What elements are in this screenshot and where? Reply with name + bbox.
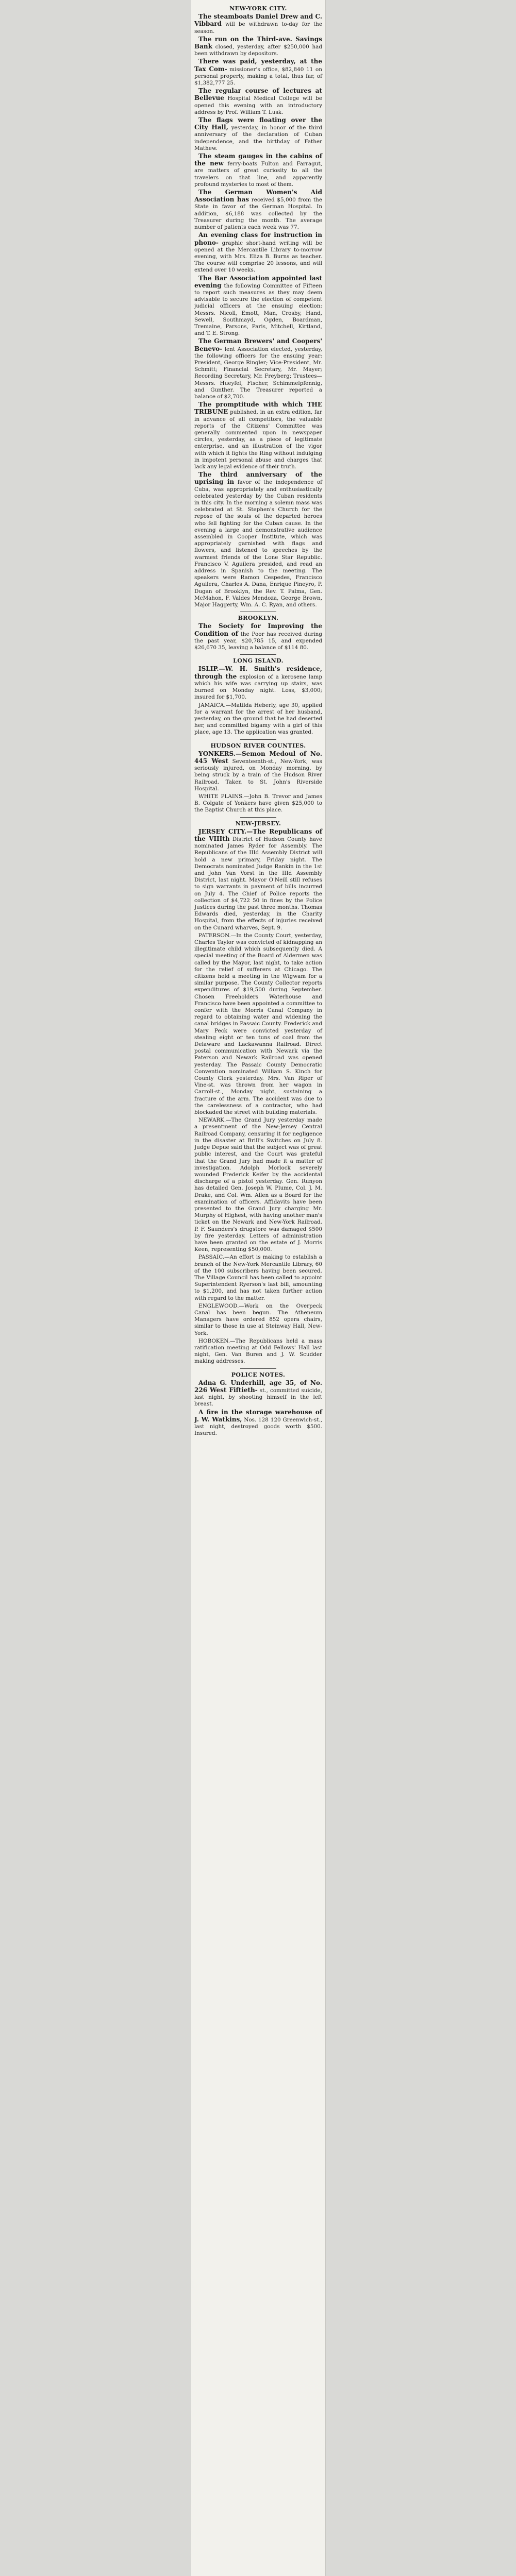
newspaper-page: [191, 0, 325, 2576]
news-item-lead: The German Women's Aid Association has: [194, 189, 322, 204]
news-item: [194, 471, 322, 608]
news-item-body: NEWARK.—The Grand Jury yesterday made a presentment of the New-Jersey Central Railroad Company, censuring it for negligence in the disaster at Brill's Switches on July 8. Judge Depue said that the subject was of great public interest, and the Court was grateful that the Grand Jury had made it a matter of investigation. Adolph Morlock severely wounded Frederick Keifer by the accidental discharge of a pistol yesterday. Gen. Runyon has detailed Gen. Joseph W. Plume, Col. J. M. Drake, and Col. Wm. Allen as a Board for the examination of officers. Affidavits have been presented to the Grand Jury charging Mr. Murphy of Highest, with having another man's ticket on the Newark and New-York Railroad. P. F. Saunders's drugstore was damaged $500 by fire yesterday. Letters of administration have been granted on the estate of J. Morris Keen, representing $50,000.: [194, 1117, 322, 1253]
section-heading: POLICE NOTES.: [231, 1371, 286, 1378]
news-item-body: PASSAIC.—An effort is making to establish a branch of the New-York Mercantile Library, 60 of the 100 subscribers having been secured. The Village Council has been called to appoint Superintendent Ryerson's last bill, amounting to $1,200, and has not taken further action with regard to the matter.: [194, 1254, 322, 1301]
news-item-body: published, in an extra edition, far in advance of all competitors, the valuable reports of the Citizens' Committee was generally commented upon in newspaper circles, yesterday, as a piece of legitimate enterprise, and an illustration of the vigor with which it fights the Ring without indulging in impotent personal abuse and charges that lack any legal evidence of their truth.: [194, 409, 322, 470]
news-item-body: Seventeenth-st., New-York, was seriously injured, on Monday morning, by being struck by a train of the Hudson River Railroad. Taken to St. John's Riverside Hospital.: [194, 758, 322, 792]
news-item-body: yesterday, in honor of the third anniversary of the declaration of Cuban independence, and the birthday of Father Mathew.: [194, 125, 322, 151]
news-item: [194, 189, 322, 231]
news-item: [194, 88, 322, 116]
news-item-body: the Poor has received during the past year, $20,785 15, and expended $26,670 35, leaving a balance of $114 80.: [194, 631, 322, 651]
section-heading: BROOKLYN.: [238, 615, 279, 622]
news-item: [194, 338, 322, 400]
news-item: [194, 13, 322, 35]
news-item-body: District of Hudson County have nominated James Ryder for Assembly. The Republicans of the IIId Assembly District will hold a new primary, Friday night. The Democrats nominated Judge Rankin in the 1st and John Van Vorst in the IIId Assembly District, last night. Mayor O'Neill still refuses to sign warrants in payment of bills incurred on July 4. The Chief of Police reports the collection of $4,722 50 in fines by the Police Justices during the past three months. Thomas Edwards died, yesterday, in the Charity Hospital, from the effects of injuries received on the Cunard wharves, Sept. 9.: [194, 836, 322, 931]
news-item-lead: Adna G. Underhill, age 35, of No. 226 West Fiftieth-: [194, 1379, 322, 1394]
news-item-lead: An evening class for instruction in phono-: [194, 231, 322, 246]
news-column: [194, 3, 322, 1438]
news-item-lead: The flags were floating over the City Hall,: [194, 116, 322, 131]
news-item-lead: The run on the Third-ave. Savings Bank: [194, 35, 322, 50]
news-item-body: the following Committee of Fifteen to report such measures as they may deem advisable to secure the election of competent judicial officers at the ensuing election: Messrs. Nicoll, Emott, Man, Crosby, Hand, Sewell, Southmayd, Ogden, Boardman, Tremaine, Parsons, Paris, Mitchell, Kirtland, and T. E. Strong.: [194, 282, 322, 337]
section-heading: NEW-YORK CITY.: [229, 5, 287, 12]
section-heading: NEW-JERSEY.: [235, 820, 281, 827]
news-item: [194, 623, 322, 651]
news-item-body: favor of the independence of Cuba, was appropriately and enthusiastically celebrated yesterday by the Cuban residents in this city. In the morning a solemn mass was celebrated at St. Stephen's Church for the repose of the souls of the departed heroes who fell fighting for the Cuban cause. In the evening a large and demonstrative audience assembled in Cooper Institute, which was appropriately garnished with flags and flowers, and listened to speeches by the warmest friends of the Lone Star Republic. Francisco V. Aguilera presided, and read an address in Spanish to the meeting. The speakers were Ramon Cespedes, Francisco Aguilera, Charles A. Dana, Enrique Pineyro, P. Dugan of Brooklyn, the Rev. T. Palma, Gen. McMahon, F. Valdes Mendoza, George Brown, Major Haggerty, Wm. A. C. Ryan, and others.: [194, 479, 322, 608]
section-heading: LONG ISLAND.: [233, 657, 284, 665]
news-item-body: explosion of a kerosene lamp which his wife was carrying up stairs, was burned on Monday night. Loss, $3,000; insured for $1,700.: [194, 673, 322, 701]
news-item-lead: The German Brewers' and Coopers' Benevo-: [194, 337, 322, 352]
news-item: [194, 1380, 322, 1408]
news-item: [194, 1338, 322, 1365]
news-item: [194, 58, 322, 87]
news-item: [194, 666, 322, 701]
news-item-body: Nos. 128 120 Greenwich-st., last night, destroyed goods worth $500. Insured.: [194, 1416, 322, 1437]
news-item: [194, 117, 322, 152]
news-item-body: closed, yesterday, after $250,000 had been withdrawn by depositors.: [194, 44, 322, 57]
section-divider: [240, 739, 276, 740]
news-item: [194, 828, 322, 931]
news-item: [194, 232, 322, 274]
news-item-lead: ISLIP.—W. H. Smith's residence, through the: [194, 665, 322, 680]
news-item-lead: The promptitude with which THE TRIBUNE: [194, 401, 322, 416]
news-item-body: lent Association elected, yesterday, the following officers for the ensuing year: President, George Ringler; Vice-President, Mr. Schmitt; Financial Secretary, Mr. Mayer; Recording Secretary, Mr. Freyberg; Trustees—Messrs. Hueyfel, Fischer, Schimmelpfennig, and Gunther. The Treasurer reported a balance of $2,700.: [194, 346, 322, 400]
news-item-lead: A fire in the storage warehouse of J. W. Watkins,: [194, 1408, 322, 1423]
news-item-body: graphic short-hand writing will be opened at the Mercantile Library to-morrow evening, with Mrs. Eliza B. Burns as teacher. The course will comprise 20 lessons, and will extend over 10 weeks.: [194, 240, 322, 274]
news-item-body: ferry-boats Fulton and Farragut, are matters of great curiosity to all the travelers on that line, and apparently profound mysteries to most of them.: [194, 161, 322, 188]
news-item-body: WHITE PLAINS.—John B. Trevor and James B. Colgate of Yonkers have given $25,000 to the Baptist Church at this place.: [194, 793, 322, 814]
news-item: [194, 933, 322, 1116]
news-item-lead: The steam gauges in the cabins of the new: [194, 152, 322, 167]
news-item-lead: The regular course of lectures at Bellevue: [194, 87, 322, 102]
news-item-body: Hospital Medical College will be opened this evening with an introductory address by Prof. William T. Lusk.: [194, 95, 322, 115]
news-item-lead: JERSEY CITY.—The Republicans of the VIIIth: [194, 827, 322, 842]
news-item: [194, 751, 322, 792]
section-divider: [240, 817, 276, 818]
news-item-body: JAMAICA.—Matilda Heberly, age 30, applied for a warrant for the arrest of her husband, yesterday, on the ground that he had deserted her, and committed bigamy with a girl of this place, age 13. The application was granted.: [194, 702, 322, 736]
news-item: [194, 153, 322, 188]
news-item: [194, 36, 322, 58]
news-item-body: ENGLEWOOD.—Work on the Overpeck Canal has been begun. The Atheneum Managers have ordered 852 opera chairs, similar to those in use at Steinway Hall, New-York.: [194, 1302, 322, 1336]
news-item-lead: The Bar Association appointed last evening: [194, 274, 322, 289]
news-item: [194, 1409, 322, 1437]
news-item: [194, 702, 322, 736]
news-item: [194, 1254, 322, 1301]
news-item-body: received $5,000 from the State in favor of the German Hospital. In addition, $6,188 was collected by the Treasurer during the month. The average number of patients each week was 77.: [194, 197, 322, 231]
news-item-lead: YONKERS.—Semon Medoul of No. 445 West: [194, 750, 322, 765]
news-item-lead: The third anniversary of the uprising in: [194, 471, 322, 486]
news-item: [194, 1117, 322, 1253]
news-item-body: st., committed suicide, last night, by shooting himself in the left breast.: [194, 1387, 322, 1408]
news-item-lead: The steamboats Daniel Drew and C. Vibbard: [194, 13, 322, 28]
news-item: [194, 275, 322, 337]
news-item-body: missioner's office, $82,840 11 on personal property, making a total, thus far, of $1,382,777 25.: [194, 66, 323, 87]
news-item-body: PATERSON.—In the County Court, yesterday, Charles Taylor was convicted of kidnapping an illegitimate child which subsequently died. A special meeting of the Board of Aldermen was called by the Mayor, last night, to take action for the relief of sufferers at Chicago. The citizens held a meeting in the Wigwam for a similar purpose. The County Collector reports expenditures of $19,500 during September. Chosen Freeholders Waterhouse and Francisco have been appointed a committee to confer with the Morris Canal Company in regard to obtaining water and widening the canal bridges in Passaic County. Frederick and Mary Peck were convicted yesterday of stealing eight or ten tuns of coal from the Delaware and Lackawanna Railroad. Direct postal communication with Newark via the Paterson and Newark Railroad was opened yesterday. The Passaic County Democratic Convention nominated William S. Kinch for County Clerk yesterday. Mrs. Van Riper of Vine-st. was thrown from her wagon in Carroll-st., Monday night, sustaining a fracture of the arm. The accident was due to the carelessness of a contractor, who had blockaded the street with building materials.: [194, 932, 322, 1116]
news-item-body: HOBOKEN.—The Republicans held a mass ratification meeting at Odd Fellows' Hall last night, Gen. Van Buren and J. W. Scudder making addresses.: [194, 1337, 322, 1365]
section-divider: [240, 654, 276, 655]
section-heading: HUDSON RIVER COUNTIES.: [210, 742, 306, 749]
news-item: [194, 401, 322, 470]
section-divider: [240, 1368, 276, 1369]
news-item-lead: The Society for Improving the Condition of: [194, 622, 322, 637]
news-item-body: will be withdrawn to-day for the season.: [194, 21, 322, 35]
news-item: [194, 1303, 322, 1337]
news-item: [194, 793, 322, 814]
news-item-lead: There was paid, yesterday, at the Tax Com-: [194, 58, 322, 73]
